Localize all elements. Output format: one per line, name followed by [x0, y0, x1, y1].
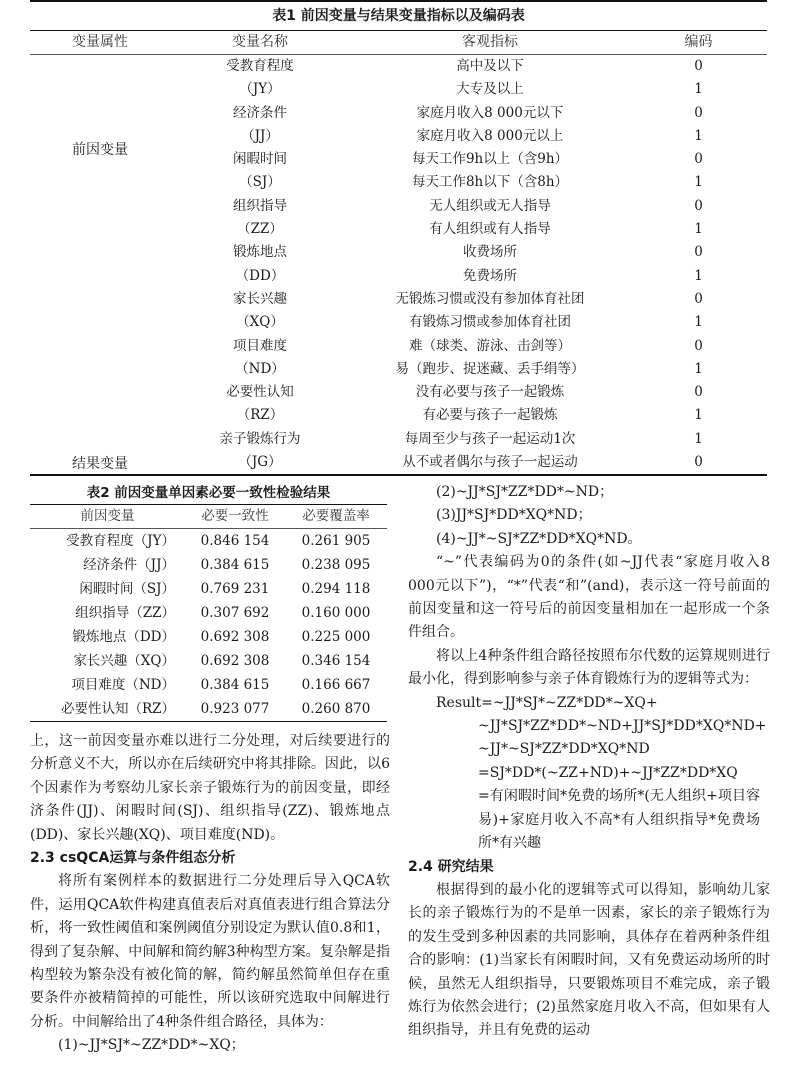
cell-consistency: 0.846 154	[200, 533, 270, 549]
paragraph-results: 根据得到的最小化的逻辑等式可以得知，影响幼儿家长的亲子锻炼行为的不是单一因素，家长的亲子锻炼行为的发生受到多种因素的共同影响，具体存在着两种条件组合的影响：(1)当家长有闲暇时间，又有免费运动场所的时候，虽然无人组织指导，只要锻炼项目不难完成，亲子锻炼行为依然会进行；(2)虽然家庭月收入不高，但如果有人组织指导，并且有免费的运动	[408, 881, 770, 1039]
table-1-row	[30, 171, 767, 194]
cell-indicator: 收费场所	[463, 244, 517, 261]
cell-variable: 组织指导（ZZ）	[75, 605, 175, 621]
cell-variable: 项目难度（ND）	[71, 677, 175, 693]
paragraph-exclusion: 上，这一前因变量亦难以进行二分处理，对后续要进行的分析意义不大，所以亦在后续研究中将其排除。因此，以6个因素作为考察幼儿家长亲子锻炼行为的前因变量，即经济条件(JJ)、闲暇时间(SJ)、组织指导(ZZ)、锻炼地点(DD)、家长兴趣(XQ)、项目难度(ND)。	[30, 733, 390, 843]
header-name: 变量名称	[232, 34, 288, 50]
table-1-row	[30, 404, 767, 427]
right-column	[408, 481, 770, 1043]
cell-indicator: 有必要与孩子一起锻炼	[422, 407, 558, 424]
cell-code: 0	[694, 197, 703, 214]
table-2-caption: 表2 前因变量单因素必要一致性检验结果	[86, 485, 331, 501]
cell-code: 1	[694, 174, 703, 191]
cell-indicator: 家庭月收入8 000元以下	[416, 104, 564, 121]
cell-code: 1	[694, 407, 703, 424]
cell-variable: 家长兴趣（XQ）	[73, 653, 175, 669]
cell-consistency: 0.384 615	[200, 677, 270, 693]
cell-variable-name: （RZ）	[236, 407, 284, 424]
cell-attr	[30, 241, 170, 264]
cell-variable: 锻炼地点（DD）	[72, 629, 175, 645]
cell-code: 1	[694, 127, 703, 144]
cell-indicator: 易（跑步、捉迷藏、丢手绢等）	[395, 360, 585, 377]
section-heading-2-4: 2.4 研究结果	[408, 858, 494, 875]
cell-variable-name: （SJ）	[239, 174, 281, 191]
cell-variable-name: 家长兴趣	[233, 290, 287, 307]
table-2-row	[30, 601, 387, 625]
cell-indicator: 从不或者偶尔与孩子一起运动	[402, 454, 578, 471]
cell-variable-name: （DD）	[235, 267, 285, 284]
cell-variable-name: 经济条件	[233, 104, 287, 121]
cell-indicator: 家庭月收入8 000元以上	[416, 127, 564, 144]
cell-code: 0	[694, 454, 703, 471]
equation-line-2: ~JJ*SJ*ZZ*DD*~ND+JJ*SJ*DD*XQ*ND+	[478, 718, 767, 735]
cell-code: 0	[694, 151, 703, 168]
table-2-row	[30, 649, 387, 673]
cell-indicator: 有人组织或有人指导	[429, 221, 551, 238]
table-1-row	[30, 381, 767, 404]
cell-attr	[30, 358, 170, 381]
paragraph-symbols: “~”代表编码为0的条件(如~JJ代表“家庭月收入8 000元以下”)，“*”代表“和”(and)，表示这一符号前面的前因变量和这一符号后的前因变量相加在一起形成一个条件组合。	[408, 554, 770, 641]
table-1	[30, 0, 767, 476]
table-2-header	[30, 504, 387, 529]
table-2-body	[30, 529, 387, 722]
cell-variable: 闲暇时间（SJ）	[79, 581, 175, 597]
table-2-row	[30, 529, 387, 553]
header-consistency: 必要一致性	[201, 508, 269, 524]
table-2-row	[30, 673, 387, 697]
cell-code: 0	[694, 384, 703, 401]
header-attr: 变量属性	[72, 34, 128, 50]
cell-indicator: 难（球类、游泳、击剑等）	[409, 337, 571, 354]
group-label-antecedent: 前因变量	[72, 142, 128, 158]
cell-variable-name: （JJ）	[241, 127, 279, 144]
cell-variable-name: （XQ）	[236, 314, 284, 331]
cell-variable-name: 亲子锻炼行为	[219, 430, 301, 447]
cell-variable-name: 必要性认知	[226, 384, 294, 401]
equation-line-5: =有闲暇时间*免费的场所*(无人组织+项目容易)+家庭月收入不高*有人组织指导*免费场所*有兴趣	[478, 788, 760, 852]
table-1-caption: 表1 前因变量与结果变量指标以及编码表	[272, 8, 525, 24]
table-1-row	[30, 102, 767, 125]
table-1-row	[30, 428, 767, 451]
cell-variable-name: 锻炼地点	[233, 244, 287, 261]
table-1-row	[30, 241, 767, 264]
table-1-row	[30, 288, 767, 311]
cell-consistency: 0.923 077	[200, 701, 270, 717]
cell-attr	[30, 102, 170, 125]
path-2: (2)~JJ*SJ*ZZ*DD*~ND；	[436, 484, 614, 500]
cell-coverage: 0.225 000	[301, 629, 371, 645]
cell-attr	[30, 171, 170, 194]
cell-attr	[30, 288, 170, 311]
cell-variable-name: （ND）	[235, 360, 285, 377]
cell-attr	[30, 265, 170, 288]
path-1: (1)~JJ*SJ*~ZZ*DD*~XQ；	[58, 1037, 245, 1054]
cell-consistency: 0.769 231	[200, 581, 270, 597]
cell-indicator: 免费场所	[463, 267, 517, 284]
cell-variable-name: 组织指导	[233, 197, 287, 214]
left-column	[30, 730, 390, 1058]
cell-code: 1	[694, 360, 703, 377]
table-1-row	[30, 218, 767, 241]
cell-indicator: 没有必要与孩子一起锻炼	[415, 384, 565, 401]
cell-code: 0	[694, 104, 703, 121]
cell-attr	[30, 335, 170, 358]
table-1-row	[30, 265, 767, 288]
cell-consistency: 0.384 615	[200, 557, 270, 573]
cell-coverage: 0.261 905	[301, 533, 371, 549]
cell-code: 1	[694, 81, 703, 98]
cell-variable-name: （JG）	[238, 454, 282, 471]
cell-coverage: 0.166 667	[301, 677, 371, 693]
cell-code: 1	[694, 267, 703, 284]
cell-variable-name: （JY）	[239, 81, 281, 98]
cell-attr	[30, 78, 170, 101]
cell-indicator: 无锻炼习惯或没有参加体育社团	[395, 290, 585, 307]
cell-attr	[30, 428, 170, 451]
cell-attr	[30, 311, 170, 334]
section-heading-2-3: 2.3 csQCA运算与条件组态分析	[30, 850, 236, 867]
table-2-row	[30, 553, 387, 577]
cell-code: 0	[694, 58, 703, 74]
header-code: 编码	[684, 34, 713, 50]
table-2	[30, 482, 387, 722]
cell-coverage: 0.260 870	[301, 701, 371, 717]
cell-indicator: 高中及以下	[456, 58, 524, 74]
header-indicator: 客观指标	[462, 34, 518, 50]
header-variable: 前因变量	[80, 508, 135, 524]
group-label-outcome: 结果变量	[72, 456, 128, 472]
cell-consistency: 0.307 692	[200, 605, 270, 621]
cell-attr	[30, 381, 170, 404]
table-1-row	[30, 358, 767, 381]
cell-variable-name: 闲暇时间	[233, 151, 287, 168]
table-2-row	[30, 577, 387, 601]
cell-variable: 必要性认知（RZ）	[60, 701, 175, 717]
table-1-row	[30, 335, 767, 358]
cell-consistency: 0.692 308	[200, 629, 270, 645]
cell-code: 1	[694, 430, 703, 447]
cell-indicator: 有锻炼习惯或参加体育社团	[409, 314, 571, 331]
table-1-body	[30, 55, 767, 476]
cell-coverage: 0.238 095	[301, 557, 371, 573]
table-1-header	[30, 30, 767, 55]
cell-attr	[30, 195, 170, 218]
table-1-row	[30, 55, 767, 78]
path-4: (4)~JJ*~SJ*ZZ*DD*XQ*ND。	[436, 530, 642, 547]
equation-line-4: =SJ*DD*(~ZZ+ND)+~JJ*ZZ*DD*XQ	[478, 764, 738, 781]
cell-consistency: 0.692 308	[200, 653, 270, 669]
path-3: (3)JJ*SJ*DD*XQ*ND；	[436, 507, 592, 524]
table-1-row	[30, 78, 767, 101]
cell-attr	[30, 218, 170, 241]
cell-coverage: 0.294 118	[301, 581, 371, 597]
table-1-row	[30, 195, 767, 218]
cell-coverage: 0.346 154	[301, 653, 371, 669]
cell-attr	[30, 55, 170, 78]
cell-variable-name: 项目难度	[233, 337, 287, 354]
paragraph-minimize: 将以上4种条件组合路径按照布尔代数的运算规则进行最小化，得到影响参与亲子体育锻炼行为的逻辑等式为：	[408, 647, 770, 688]
table-2-row	[30, 625, 387, 649]
equation-line-3: ~JJ*~SJ*ZZ*DD*XQ*ND	[478, 741, 650, 758]
cell-attr	[30, 404, 170, 427]
cell-variable-name: 受教育程度	[226, 58, 294, 74]
cell-indicator: 每周至少与孩子一起运动1次	[404, 430, 576, 447]
cell-indicator: 每天工作8h以下（含8h）	[411, 174, 569, 191]
paragraph-csqca: 将所有案例样本的数据进行二分处理后导入QCA软件，运用QCA软件构建真值表后对真值表进行组合算法分析，将一致性阈值和案例阈值分别设定为默认值0.8和1，得到了复杂解、中间解和简约解3种构型方案。复杂解是指构型较为繁杂没有被化简的解，简约解虽然简单但存在重要条件亦被精简掉的可能性，所以该研究选取中间解进行分析。中间解给出了4种条件组合路径，具体为：	[30, 873, 390, 1030]
table-1-row	[30, 311, 767, 334]
cell-code: 0	[694, 244, 703, 261]
cell-code: 0	[694, 290, 703, 307]
cell-indicator: 每天工作9h以上（含9h）	[411, 151, 569, 168]
cell-variable: 经济条件（JJ）	[83, 557, 175, 573]
cell-coverage: 0.160 000	[301, 605, 371, 621]
cell-code: 1	[694, 314, 703, 331]
cell-variable-name: （ZZ）	[237, 221, 283, 238]
cell-variable: 受教育程度（JY）	[66, 533, 175, 549]
cell-indicator: 无人组织或无人指导	[429, 197, 551, 214]
table-2-row	[30, 697, 387, 721]
cell-indicator: 大专及以上	[456, 81, 524, 98]
cell-code: 0	[694, 337, 703, 354]
equation-line-1: Result=~JJ*SJ*~ZZ*DD*~XQ+	[436, 694, 658, 711]
cell-code: 1	[694, 221, 703, 238]
header-coverage: 必要覆盖率	[302, 508, 370, 524]
